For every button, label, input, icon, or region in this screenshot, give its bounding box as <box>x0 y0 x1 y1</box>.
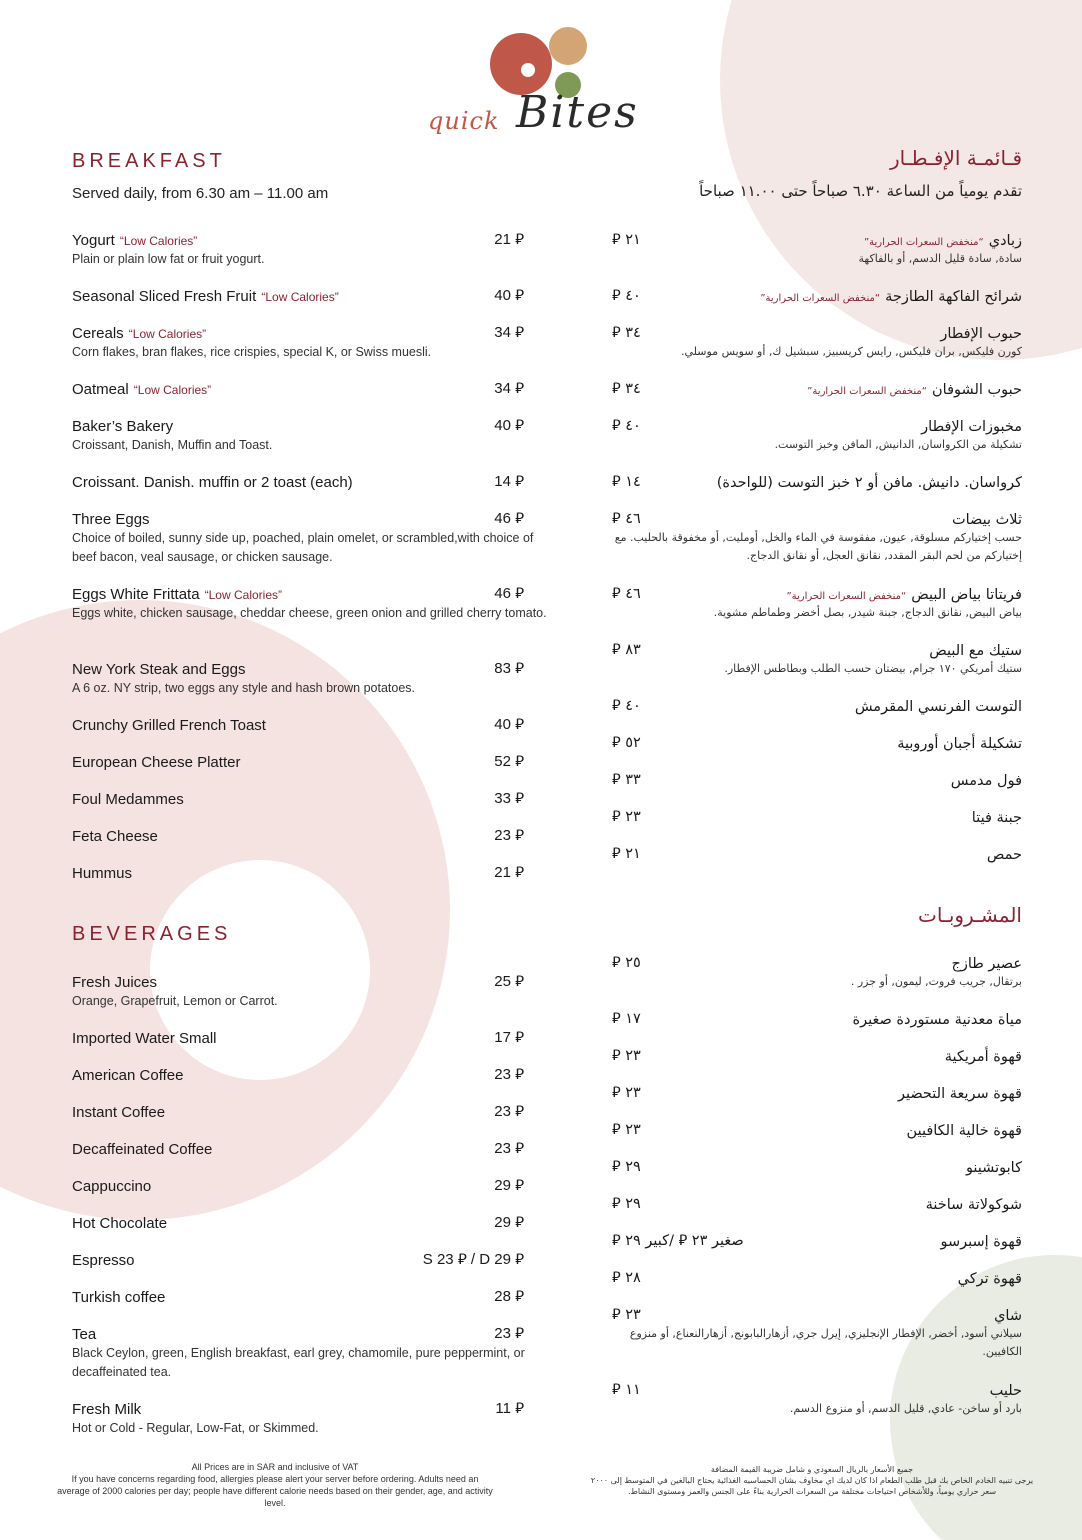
menu-item-name: New York Steak and Eggs <box>72 661 246 678</box>
menu-item-price: ٢٣ ⃁ <box>612 809 641 825</box>
menu-item-line <box>590 1046 1022 1065</box>
menu-item-line <box>72 972 550 991</box>
low-calories-tag: “Low Calories” <box>128 327 207 341</box>
menu-item <box>590 1268 1022 1287</box>
low-calories-tag: “منخفض السعرات الحرارية” <box>807 386 927 397</box>
menu-item-description: حسب إختياركم مسلوقة, عيون, مفقوسة في الماء والخل, أومليت, أو مخفوقة بالحليب. مع إختياركم من لحم البقر المقدد, نقانق العجل, أو نقانق الدجاج. <box>614 531 1022 562</box>
menu-item-name: حمص <box>986 847 1022 863</box>
menu-item <box>72 972 550 1011</box>
menu-item <box>72 1102 550 1121</box>
menu-item-line <box>72 379 550 398</box>
menu-item-price: 29 ⃁ <box>494 1214 524 1231</box>
menu-item-price: ٢٩ ⃁ <box>612 1196 641 1212</box>
menu-item <box>72 1287 550 1306</box>
low-calories-tag: “Low Calories” <box>119 234 198 248</box>
menu-item-line <box>72 826 550 845</box>
menu-item-description: Corn flakes, bran flakes, rice crispies, special K, or Swiss muesli. <box>72 345 432 359</box>
menu-item-price: 28 ⃁ <box>494 1288 524 1305</box>
menu-item-description: ستيك أمريكي ١٧٠ جرام, بيضتان حسب الطلب وبطاطس الإفطار. <box>724 662 1022 675</box>
menu-item-name: Croissant. Danish. muffin or 2 toast (each) <box>72 474 353 491</box>
menu-item-line <box>72 416 550 435</box>
menu-item-line <box>72 863 550 882</box>
menu-item <box>72 789 550 808</box>
menu-item-price: ٣٤ ⃁ <box>612 381 641 397</box>
menu-item-name: Turkish coffee <box>72 1289 166 1306</box>
menu-item-name: Eggs White Frittata <box>72 586 200 603</box>
menu-item-name: Tea <box>72 1326 97 1343</box>
menu-item <box>72 826 550 845</box>
menu-item-name: Feta Cheese <box>72 828 158 845</box>
menu-item-line <box>72 230 550 249</box>
menu-item-line <box>72 1176 550 1195</box>
menu-item-description: سيلاني أسود, أخضر, الإفطار الإنجليزي, إيرل جري, أزهارالبابونج, أزهارالنعناع, أو منزوع الكافيين. <box>629 1327 1022 1358</box>
menu-item-name: جبنة فيتا <box>971 810 1022 826</box>
menu-item-line <box>72 1102 550 1121</box>
breakfast-title-en: BREAKFAST <box>72 150 226 172</box>
menu-item <box>590 844 1022 863</box>
footer-en-vat: All Prices are in SAR and inclusive of VAT <box>191 1462 359 1472</box>
menu-item-line <box>72 1139 550 1158</box>
menu-item-line <box>590 230 1022 249</box>
menu-item-name: Cereals <box>72 325 124 342</box>
menu-item-name: فريتاتا بياض البيض <box>911 587 1022 603</box>
menu-item <box>72 230 550 269</box>
menu-item-price: 34 ⃁ <box>494 324 524 341</box>
menu-item-line <box>590 844 1022 863</box>
menu-item-price: صغير ٢٣ ⃁ /كبير ٢٩ ⃁ <box>612 1233 744 1249</box>
menu-item-price: 33 ⃁ <box>494 790 524 807</box>
menu-item-description: Black Ceylon, green, English breakfast, earl grey, chamomile, pure peppermint, or decaffeinated tea. <box>72 1346 525 1379</box>
breakfast-served-ar: تقدم يومياً من الساعة ٦.٣٠ صباحاً حتى ١١.٠٠ صباحاً <box>699 182 1022 200</box>
menu-item-description: Choice of boiled, sunny side up, poached, plain omelet, or scrambled,with choice of beef bacon, veal sausage, or chicken sausage. <box>72 531 534 564</box>
menu-item-name: شرائح الفاكهة الطازجة <box>885 289 1022 305</box>
menu-item-description: بياض البيض, نقانق الدجاج, جبنة شيدر, بصل أخضر وطماطم مشوية. <box>713 606 1022 619</box>
menu-item-name: حبوب الشوفان <box>932 382 1022 398</box>
menu-item-price: 17 ⃁ <box>494 1029 524 1046</box>
menu-item-line <box>590 1194 1022 1213</box>
menu-item-name: حليب <box>989 1383 1022 1399</box>
menu-item-price: ٨٣ ⃁ <box>612 642 641 658</box>
menu-item-line <box>590 472 1022 491</box>
menu-item-line <box>72 472 550 491</box>
decor-circle-left-inner <box>150 860 370 1080</box>
menu-item-name: Fresh Juices <box>72 974 158 991</box>
menu-item <box>590 286 1022 305</box>
menu-item-line <box>72 789 550 808</box>
menu-item-price: ١٤ ⃁ <box>612 474 641 490</box>
menu-item-price: 29 ⃁ <box>494 1177 524 1194</box>
menu-item-line <box>590 807 1022 826</box>
logo-word-bites: Bites <box>516 87 639 138</box>
menu-item-line <box>72 1399 550 1418</box>
menu-item-name: قهوة سريعة التحضير <box>897 1086 1022 1102</box>
breakfast-title-ar: قـائمـة الإفـطـار <box>890 146 1022 170</box>
menu-item <box>72 715 550 734</box>
menu-item <box>72 584 550 623</box>
menu-item <box>72 1213 550 1232</box>
low-calories-tag: “منخفض السعرات الحرارية” <box>786 591 907 602</box>
menu-item <box>72 323 550 362</box>
menu-item-name: Three Eggs <box>72 511 150 528</box>
menu-item-line <box>72 584 550 603</box>
menu-item <box>72 659 550 698</box>
menu-item-price: 23 ⃁ <box>494 1103 524 1120</box>
menu-item-line <box>72 1213 550 1232</box>
menu-item-price: 14 ⃁ <box>494 473 524 490</box>
menu-item-name: Espresso <box>72 1252 135 1269</box>
logo-red-circle <box>490 33 552 95</box>
menu-item-price: ٢٣ ⃁ <box>612 1048 641 1064</box>
menu-item <box>590 696 1022 715</box>
menu-item-price: ٢٣ ⃁ <box>612 1307 641 1323</box>
menu-item-price: ٤٠ ⃁ <box>612 698 641 714</box>
footer-en <box>55 1461 495 1509</box>
menu-item-description: Hot or Cold - Regular, Low-Fat, or Skimmed. <box>72 1421 319 1435</box>
menu-item-price: 23 ⃁ <box>494 1066 524 1083</box>
menu-item-description: Croissant, Danish, Muffin and Toast. <box>72 438 273 452</box>
menu-item-name: European Cheese Platter <box>72 754 241 771</box>
menu-item-line <box>72 323 550 342</box>
menu-item <box>590 1009 1022 1028</box>
menu-item-name: تشكيلة أجبان أوروبية <box>897 736 1022 752</box>
menu-item-price: 11 ⃁ <box>495 1400 524 1417</box>
menu-item <box>590 770 1022 789</box>
menu-item-name: ستيك مع البيض <box>929 643 1022 659</box>
menu-item-price: 23 ⃁ <box>494 827 524 844</box>
menu-item-line <box>72 1324 550 1343</box>
menu-item <box>72 286 550 305</box>
brand-logo <box>420 25 660 140</box>
beverages-title-ar: المشـروبـات <box>918 903 1022 927</box>
menu-item <box>72 416 550 455</box>
menu-item-price: 40 ⃁ <box>494 417 524 434</box>
menu-item-price: 46 ⃁ <box>494 585 524 602</box>
menu-item <box>72 1065 550 1084</box>
menu-item-name: قهوة تركي <box>957 1271 1022 1287</box>
menu-item-price: ٢٣ ⃁ <box>612 1085 641 1101</box>
menu-item-line <box>590 1157 1022 1176</box>
menu-item <box>590 733 1022 752</box>
menu-item-line <box>72 659 550 678</box>
beverages-title-en: BEVERAGES <box>72 923 232 945</box>
menu-item <box>590 1231 1022 1250</box>
menu-item-price: 25 ⃁ <box>494 973 524 990</box>
menu-item-line <box>72 1028 550 1047</box>
menu-item-price: 40 ⃁ <box>494 716 524 733</box>
menu-item-price: ٢٩ ⃁ <box>612 1159 641 1175</box>
footer-ar-allergy: يرجى تنبيه الخادم الخاص بك قبل طلب الطعام اذا كان لديك اي مخاوف بشان الحساسيه الغذائية يحتاج البالغين في المتوسط إلى ٢٠٠٠ سعر حراري يومياً، وللأشخاص احتياجات مختلفة من السعرات الحرارية بناءً على الجنس والعمر ومستوى النشاط. <box>590 1476 1034 1496</box>
menu-item-name: التوست الفرنسي المقرمش <box>854 699 1022 715</box>
menu-item <box>590 584 1022 622</box>
menu-item-name: حبوب الإفطار <box>940 326 1022 342</box>
menu-item-price: 23 ⃁ <box>494 1325 524 1342</box>
breakfast-section-ar <box>590 146 1022 863</box>
menu-item-price: ١١ ⃁ <box>612 1382 641 1398</box>
menu-item <box>590 323 1022 361</box>
footer-en-allergy: If you have concerns regarding food, allergies please alert your server before ordering. Adults need an average of 2000 calories per day; people have different calorie needs based on their gender, age, and activity level. <box>57 1474 493 1508</box>
menu-item-price: 52 ⃁ <box>494 753 524 770</box>
menu-item-line <box>590 696 1022 715</box>
menu-item-price: 83 ⃁ <box>494 660 524 677</box>
menu-item <box>590 1120 1022 1139</box>
menu-item-line <box>590 1380 1022 1399</box>
low-calories-tag: “منخفض السعرات الحرارية” <box>760 293 881 304</box>
menu-item-name: كرواسان. دانيش. مافن أو ٢ خبز التوست (للواحدة) <box>716 475 1022 491</box>
menu-item-price: S 23 ⃁ / D 29 ⃁ <box>422 1251 524 1268</box>
menu-item-name: Decaffeinated Coffee <box>72 1141 213 1158</box>
menu-item-price: 40 ⃁ <box>494 287 524 304</box>
low-calories-tag: “Low Calories” <box>133 383 212 397</box>
menu-item-price: ١٧ ⃁ <box>612 1011 641 1027</box>
menu-item <box>72 379 550 398</box>
menu-item-line <box>590 1009 1022 1028</box>
low-calories-tag: “Low Calories” <box>261 290 339 304</box>
menu-item-price: ٤٦ ⃁ <box>612 586 641 602</box>
menu-item <box>72 472 550 491</box>
menu-item <box>590 1083 1022 1102</box>
menu-item <box>72 1324 550 1382</box>
breakfast-section-en <box>72 150 550 882</box>
menu-item-line <box>590 1120 1022 1139</box>
menu-item <box>72 1139 550 1158</box>
menu-item-line <box>590 1268 1022 1287</box>
menu-item-name: عصير طازج <box>951 956 1022 972</box>
menu-item-price: ٢١ ⃁ <box>612 232 641 248</box>
menu-item-line <box>72 1065 550 1084</box>
menu-item-price: ٥٢ ⃁ <box>612 735 641 751</box>
menu-item-line <box>72 752 550 771</box>
menu-item-name: شاي <box>994 1308 1022 1324</box>
menu-item-price: ٢٥ ⃁ <box>612 955 641 971</box>
menu-item <box>590 1157 1022 1176</box>
menu-item-name: قهوة أمريكية <box>944 1049 1022 1065</box>
menu-item <box>590 640 1022 678</box>
low-calories-tag: “Low Calories” <box>204 588 282 602</box>
menu-item-line <box>72 715 550 734</box>
menu-item-price: ٢١ ⃁ <box>612 846 641 862</box>
menu-item-line <box>72 509 550 528</box>
menu-item-line <box>72 1287 550 1306</box>
menu-item-description: كورن فليكس, بران فليكس, رايس كريسبيز, سبشيل ك, أو سويس موسلي. <box>680 345 1022 358</box>
menu-item-name: Baker’s Bakery <box>72 418 174 435</box>
menu-item-name: مخبوزات الإفطار <box>921 419 1022 435</box>
menu-item <box>72 509 550 567</box>
menu-item-price: ٣٣ ⃁ <box>612 772 641 788</box>
menu-item-line <box>590 509 1022 528</box>
menu-item-line <box>590 733 1022 752</box>
menu-item <box>72 1399 550 1438</box>
menu-item-name: شوكولاتة ساخنة <box>925 1197 1022 1213</box>
menu-item-price: ٤٠ ⃁ <box>612 288 641 304</box>
menu-item-name: Cappuccino <box>72 1178 152 1195</box>
logo-red-circle-hole <box>521 63 535 77</box>
menu-item-description: بارد أو ساخن- عادي, قليل الدسم, أو منزوع الدسم. <box>789 1402 1022 1415</box>
menu-item <box>590 807 1022 826</box>
menu-item-price: 21 ⃁ <box>494 864 524 881</box>
menu-item-line <box>590 286 1022 305</box>
menu-item-name: Foul Medammes <box>72 791 184 808</box>
menu-item <box>590 1194 1022 1213</box>
menu-item-description: سادة, سادة قليل الدسم, أو بالفاكهة <box>858 252 1022 265</box>
menu-item <box>72 1176 550 1195</box>
menu-item <box>72 752 550 771</box>
menu-item <box>590 1046 1022 1065</box>
menu-item-line <box>590 1083 1022 1102</box>
menu-item-line <box>590 953 1022 972</box>
menu-item <box>590 1380 1022 1418</box>
menu-item <box>590 1305 1022 1361</box>
breakfast-served-en: Served daily, from 6.30 am – 11.00 am <box>72 185 329 202</box>
menu-item-name: Fresh Milk <box>72 1401 142 1418</box>
menu-item-name: كابوتشينو <box>965 1160 1022 1176</box>
logo-word-quick: quick <box>428 107 500 135</box>
menu-item-line <box>590 770 1022 789</box>
logo-tan-circle <box>549 27 587 65</box>
menu-item-price: ٢٣ ⃁ <box>612 1122 641 1138</box>
menu-item <box>590 230 1022 268</box>
menu-item-description: تشكيلة من الكرواسان, الدانيش, المافن وخبز التوست. <box>774 438 1022 451</box>
beverages-section-en <box>72 923 550 1435</box>
menu-item-line <box>590 323 1022 342</box>
menu-item-description: برتقال, جريب فروت, ليمون, أو جزر . <box>850 975 1022 988</box>
menu-item-name: زبادي <box>988 233 1022 249</box>
menu-item-price: ٢٨ ⃁ <box>612 1270 641 1286</box>
menu-item-name: ثلاث بيضات <box>951 512 1022 528</box>
menu-item-name: قهوة خالية الكافيين <box>906 1123 1022 1139</box>
footer-ar-vat: جميع الأسعار بالريال السعودي و شامل ضريبة القيمة المضافة <box>710 1465 914 1474</box>
menu-item <box>590 379 1022 398</box>
menu-item-price: 23 ⃁ <box>494 1140 524 1157</box>
menu-item-name: فول مدمس <box>950 773 1022 789</box>
low-calories-tag: “منخفض السعرات الحرارية” <box>863 237 984 248</box>
menu-item-price: 21 ⃁ <box>494 231 524 248</box>
menu-item-name: Imported Water Small <box>72 1030 217 1047</box>
menu-item <box>72 863 550 882</box>
menu-item-description: A 6 oz. NY strip, two eggs any style and hash brown potatoes. <box>72 681 416 695</box>
menu-item-description: Eggs white, chicken sausage, cheddar cheese, green onion and grilled cherry tomato. <box>72 606 547 620</box>
menu-item-name: Hummus <box>72 865 133 882</box>
menu-item <box>590 509 1022 565</box>
menu-item <box>590 472 1022 491</box>
menu-item-name: Hot Chocolate <box>72 1215 168 1232</box>
menu-item-name: Yogurt <box>72 232 115 249</box>
beverages-section-ar <box>590 903 1022 1415</box>
menu-item-name: قهوة إسبرسو <box>940 1234 1022 1250</box>
menu-item <box>72 1028 550 1047</box>
menu-item <box>72 1250 550 1269</box>
menu-item-name: Instant Coffee <box>72 1104 166 1121</box>
menu-item-line <box>590 1305 1022 1324</box>
menu-item-name: مياة معدنية مستوردة صغيرة <box>852 1012 1022 1028</box>
menu-item-description: Plain or plain low fat or fruit yogurt. <box>72 252 265 266</box>
menu-item <box>590 416 1022 454</box>
menu-item-name: Oatmeal <box>72 381 129 398</box>
menu-item-price: 34 ⃁ <box>494 380 524 397</box>
footer-ar <box>586 1464 1038 1497</box>
menu-item-line <box>590 379 1022 398</box>
menu-item-line <box>590 416 1022 435</box>
menu-item-name: Crunchy Grilled French Toast <box>72 717 266 734</box>
menu-item-price: ٤٦ ⃁ <box>612 511 641 527</box>
menu-item-line <box>590 640 1022 659</box>
menu-item-price: ٣٤ ⃁ <box>612 325 641 341</box>
menu-item-description: Orange, Grapefruit, Lemon or Carrot. <box>72 994 278 1008</box>
menu-item-name: Seasonal Sliced Fresh Fruit <box>72 288 257 305</box>
menu-item-name: American Coffee <box>72 1067 184 1084</box>
menu-item-price: 46 ⃁ <box>494 510 524 527</box>
menu-item-line <box>72 286 550 305</box>
menu-item-price: ٤٠ ⃁ <box>612 418 641 434</box>
menu-item-line <box>590 584 1022 603</box>
menu-item <box>590 953 1022 991</box>
